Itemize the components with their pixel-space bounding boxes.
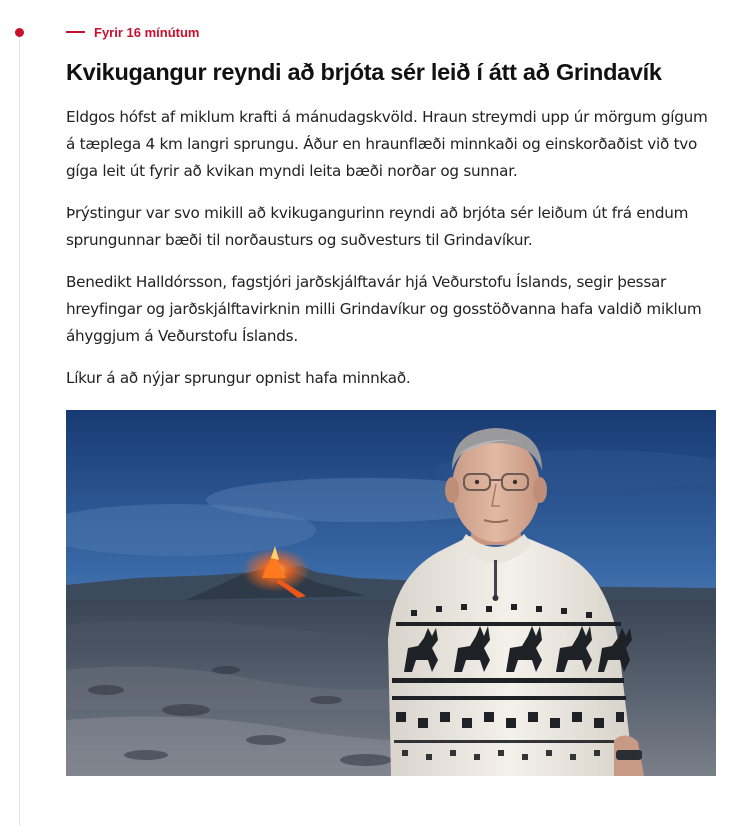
video-still[interactable] (66, 410, 716, 776)
live-entry (66, 0, 716, 392)
timeline-dot (15, 28, 24, 37)
entry-time: Fyrir 16 mínútum (94, 24, 200, 40)
video-still-icon (66, 410, 716, 776)
entry-paragraph-3: Benedikt Halldórsson, fagstjóri jarðskjálftavár hjá Veðurstofu Íslands, segir þessar hreyfingar og jarðskjálftavirknin milli Grindavíkur og gosstöðvanna hafa valdið miklum áhyggjum á Veðurstofu Íslands. (66, 273, 702, 345)
timeline-line (19, 32, 20, 826)
entry-meta (66, 17, 716, 47)
entry-paragraph-4: Líkur á að nýjar sprungur opnist hafa minnkað. (66, 369, 411, 387)
meta-dash (66, 31, 85, 33)
entry-paragraph-1: Eldgos hófst af miklum krafti á mánudagskvöld. Hraun streymdi upp úr mörgum gígum á tæplega 4 km langri sprungu. Áður en hraunflæði minnkaði og einskorðaðist við tvo gíga leit út fyrir að kvikan myndi leita bæði norðar og sunnar. (66, 108, 708, 180)
entry-paragraph-2: Þrýstingur var svo mikill að kvikugangurinn reyndi að brjóta sér leiðum út frá endum sprungunnar bæði til norðausturs og suðvesturs til Grindavíkur. (66, 204, 689, 249)
entry-headline[interactable]: Kvikugangur reyndi að brjóta sér leið í átt að Grindavík (66, 59, 662, 85)
